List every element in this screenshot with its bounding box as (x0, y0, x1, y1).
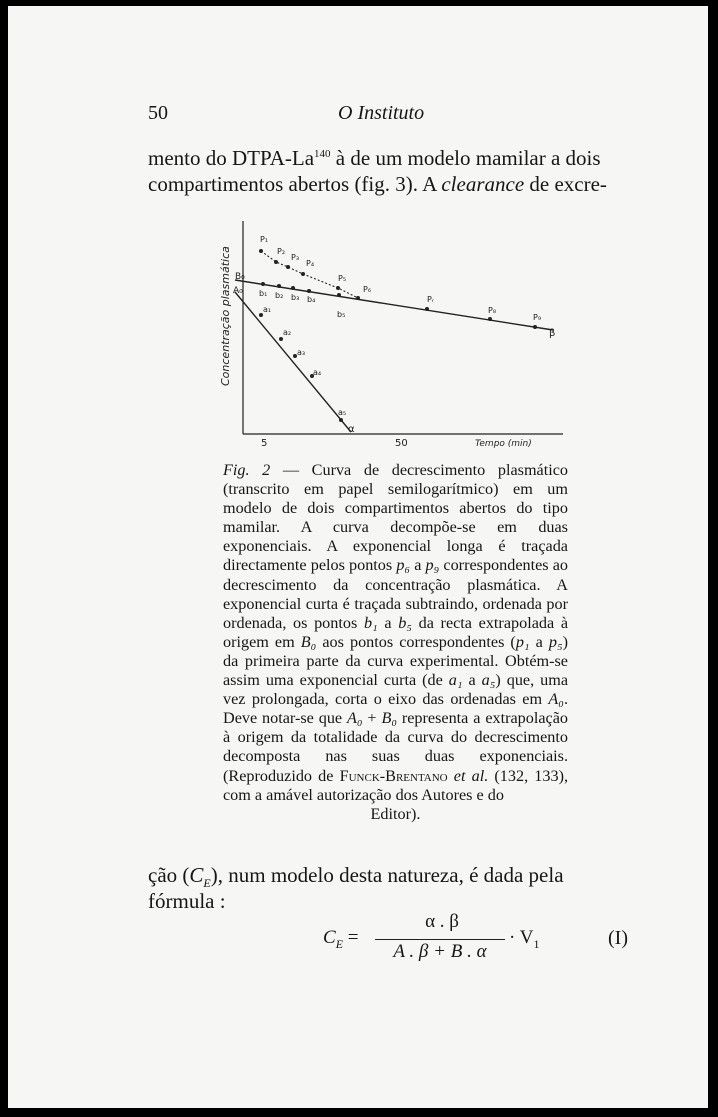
caption-var: p₆ (396, 556, 411, 575)
text-segment: à de um modelo mamilar a dois (335, 146, 601, 170)
clearance-term: clearance (441, 172, 525, 196)
label-a4: a₄ (313, 368, 322, 377)
long-exponential-line (235, 280, 553, 330)
formula-lhs (323, 927, 359, 952)
point-p5 (336, 286, 340, 290)
label-p4: P₄ (306, 259, 315, 268)
label-a1: a₁ (263, 305, 272, 314)
label-b5: b₅ (337, 310, 346, 319)
point-p2 (274, 260, 278, 264)
paragraph-top-line-1 (148, 146, 601, 171)
fig-label: Fig. (223, 461, 250, 479)
formula-denominator: A . β + B . α (393, 941, 487, 962)
equation-number: (I) (608, 927, 628, 949)
isotope-superscript: 140 (314, 148, 331, 160)
label-beta: β (549, 328, 556, 339)
x-axis-label: Tempo (min) (475, 439, 532, 448)
a-points (259, 305, 346, 422)
caption-segment: da recta extrapolada à origem em (223, 613, 569, 651)
caption-etal: et al. (453, 766, 489, 785)
caption-segment: correspondentes ao decrescimento da concentração plasmática. A exponencial curta é traçada subtraindo, ordenada por ordenada, os pontos (223, 556, 568, 632)
label-p1: P₁ (260, 235, 269, 244)
text-segment: compartimentos abertos (fig. 3). A (148, 172, 437, 196)
point-a5 (339, 418, 343, 422)
point-b2 (277, 284, 281, 288)
formula-numerator: α . β (425, 911, 459, 932)
caption-segment: ) que, uma vez prolongada, corta o eixo das ordenadas em (223, 671, 569, 709)
caption-var: a₅ (481, 671, 496, 690)
p-points (259, 235, 541, 329)
fig-number: 2 (262, 461, 271, 479)
text-segment: ), num modelo desta natureza, é dada pela (210, 863, 564, 887)
paragraph-top-line-2 (148, 172, 607, 197)
caption-segment: a (529, 632, 549, 651)
caption-segment: a (377, 613, 399, 632)
caption-segment: + (362, 709, 382, 728)
text-segment: ção ( (148, 863, 190, 887)
clearance-formula (323, 911, 583, 971)
label-b2: b₂ (275, 291, 284, 300)
formula-equals: = (343, 927, 359, 948)
formula-lhs-subscript: E (335, 936, 344, 951)
caption-last-line: Editor). (370, 804, 421, 823)
figure-caption (223, 461, 568, 824)
paragraph-bottom-line-2: fórmula : (148, 889, 226, 913)
label-b3: b₃ (291, 293, 300, 302)
plasma-decay-graph (213, 216, 568, 448)
text-segment: mento do DTPA-La (148, 146, 315, 170)
formula-c: C (323, 927, 336, 948)
caption-var: b₅ (398, 613, 412, 632)
short-exponential-line (235, 292, 351, 432)
point-p9 (533, 325, 537, 329)
label-p5: P₅ (338, 274, 347, 283)
point-p1 (259, 249, 263, 253)
caption-segment: — Curva de decrescimento plasmático (transcrito em papel semilogarítmico) em um modelo de dois compartimentos abertos do tipo mamilar. A curva decompõe-se em duas exponenciais. A exponencial longa é traçada directamente pelos pontos (223, 461, 568, 575)
caption-var: p₁ (515, 632, 530, 651)
caption-var: p₉ (425, 556, 440, 575)
ce-subscript: E (203, 876, 211, 891)
formula-rhs-subscript: 1 (533, 936, 540, 951)
caption-segment: (132, 133), com a amável autorização dos Autores e do (223, 766, 569, 804)
formula-rhs (509, 927, 539, 952)
book-page (8, 6, 708, 1108)
y-axis-label: Concentração plasmática (219, 246, 232, 386)
figure-2-plot (213, 216, 568, 448)
page-number: 50 (148, 102, 168, 124)
paragraph-bottom-line-1 (148, 863, 564, 891)
caption-var: A₀ (347, 709, 363, 728)
x-tick-5: 5 (261, 438, 268, 448)
label-b4: b₄ (307, 295, 316, 304)
point-p3 (286, 265, 290, 269)
formula-v: · V (509, 927, 534, 948)
caption-var: B₀ (300, 632, 317, 651)
point-p6 (356, 296, 360, 300)
ce-symbol: C (189, 863, 204, 887)
point-p7 (425, 307, 429, 311)
point-b4 (307, 289, 311, 293)
label-p8: P₈ (488, 306, 497, 315)
label-p7: Pᵣ (427, 295, 434, 304)
running-title: O Instituto (338, 102, 425, 124)
caption-segment: a (410, 556, 426, 575)
point-b3 (291, 286, 295, 290)
label-A0: A₀ (233, 286, 243, 296)
point-b1 (261, 282, 265, 286)
label-B0: B₀ (235, 272, 245, 282)
caption-authors: Funck-Brentano (339, 766, 448, 785)
caption-var: b₁ (363, 613, 378, 632)
caption-segment: aos pontos correspondentes ( (316, 632, 516, 651)
label-p2: P₂ (277, 247, 286, 256)
caption-segment: . Deve notar-se que (223, 690, 568, 728)
caption-segment: representa a extrapolação à origem da totalidade da curva do decrescimento decomposta nas suas duas exponenciais. (Reproduzido de (223, 709, 568, 785)
label-alpha: α (348, 424, 355, 435)
label-a5: a₅ (338, 408, 347, 417)
caption-var: A₀ (548, 690, 564, 709)
label-b1: b₁ (259, 289, 268, 298)
b-points (259, 282, 345, 319)
point-a2 (279, 337, 283, 341)
point-p8 (488, 317, 492, 321)
label-p6: P₆ (363, 285, 372, 294)
text-segment: de excre- (529, 172, 607, 196)
label-p3: P₃ (291, 253, 300, 262)
caption-segment: ) da primeira parte da curva experimental. Obtém-se assim uma exponencial curta (de (223, 632, 568, 690)
caption-segment: a (462, 671, 482, 690)
caption-var: a₁ (448, 671, 463, 690)
fraction-bar (375, 939, 505, 940)
caption-var: p₅ (548, 632, 563, 651)
point-p4 (301, 272, 305, 276)
x-tick-50: 50 (395, 438, 408, 448)
label-p9: P₉ (533, 313, 542, 322)
caption-var: B₀ (381, 709, 397, 728)
label-a3: a₃ (297, 348, 306, 357)
label-a2: a₂ (283, 328, 292, 337)
point-b5 (337, 293, 341, 297)
caption-text (223, 461, 568, 805)
